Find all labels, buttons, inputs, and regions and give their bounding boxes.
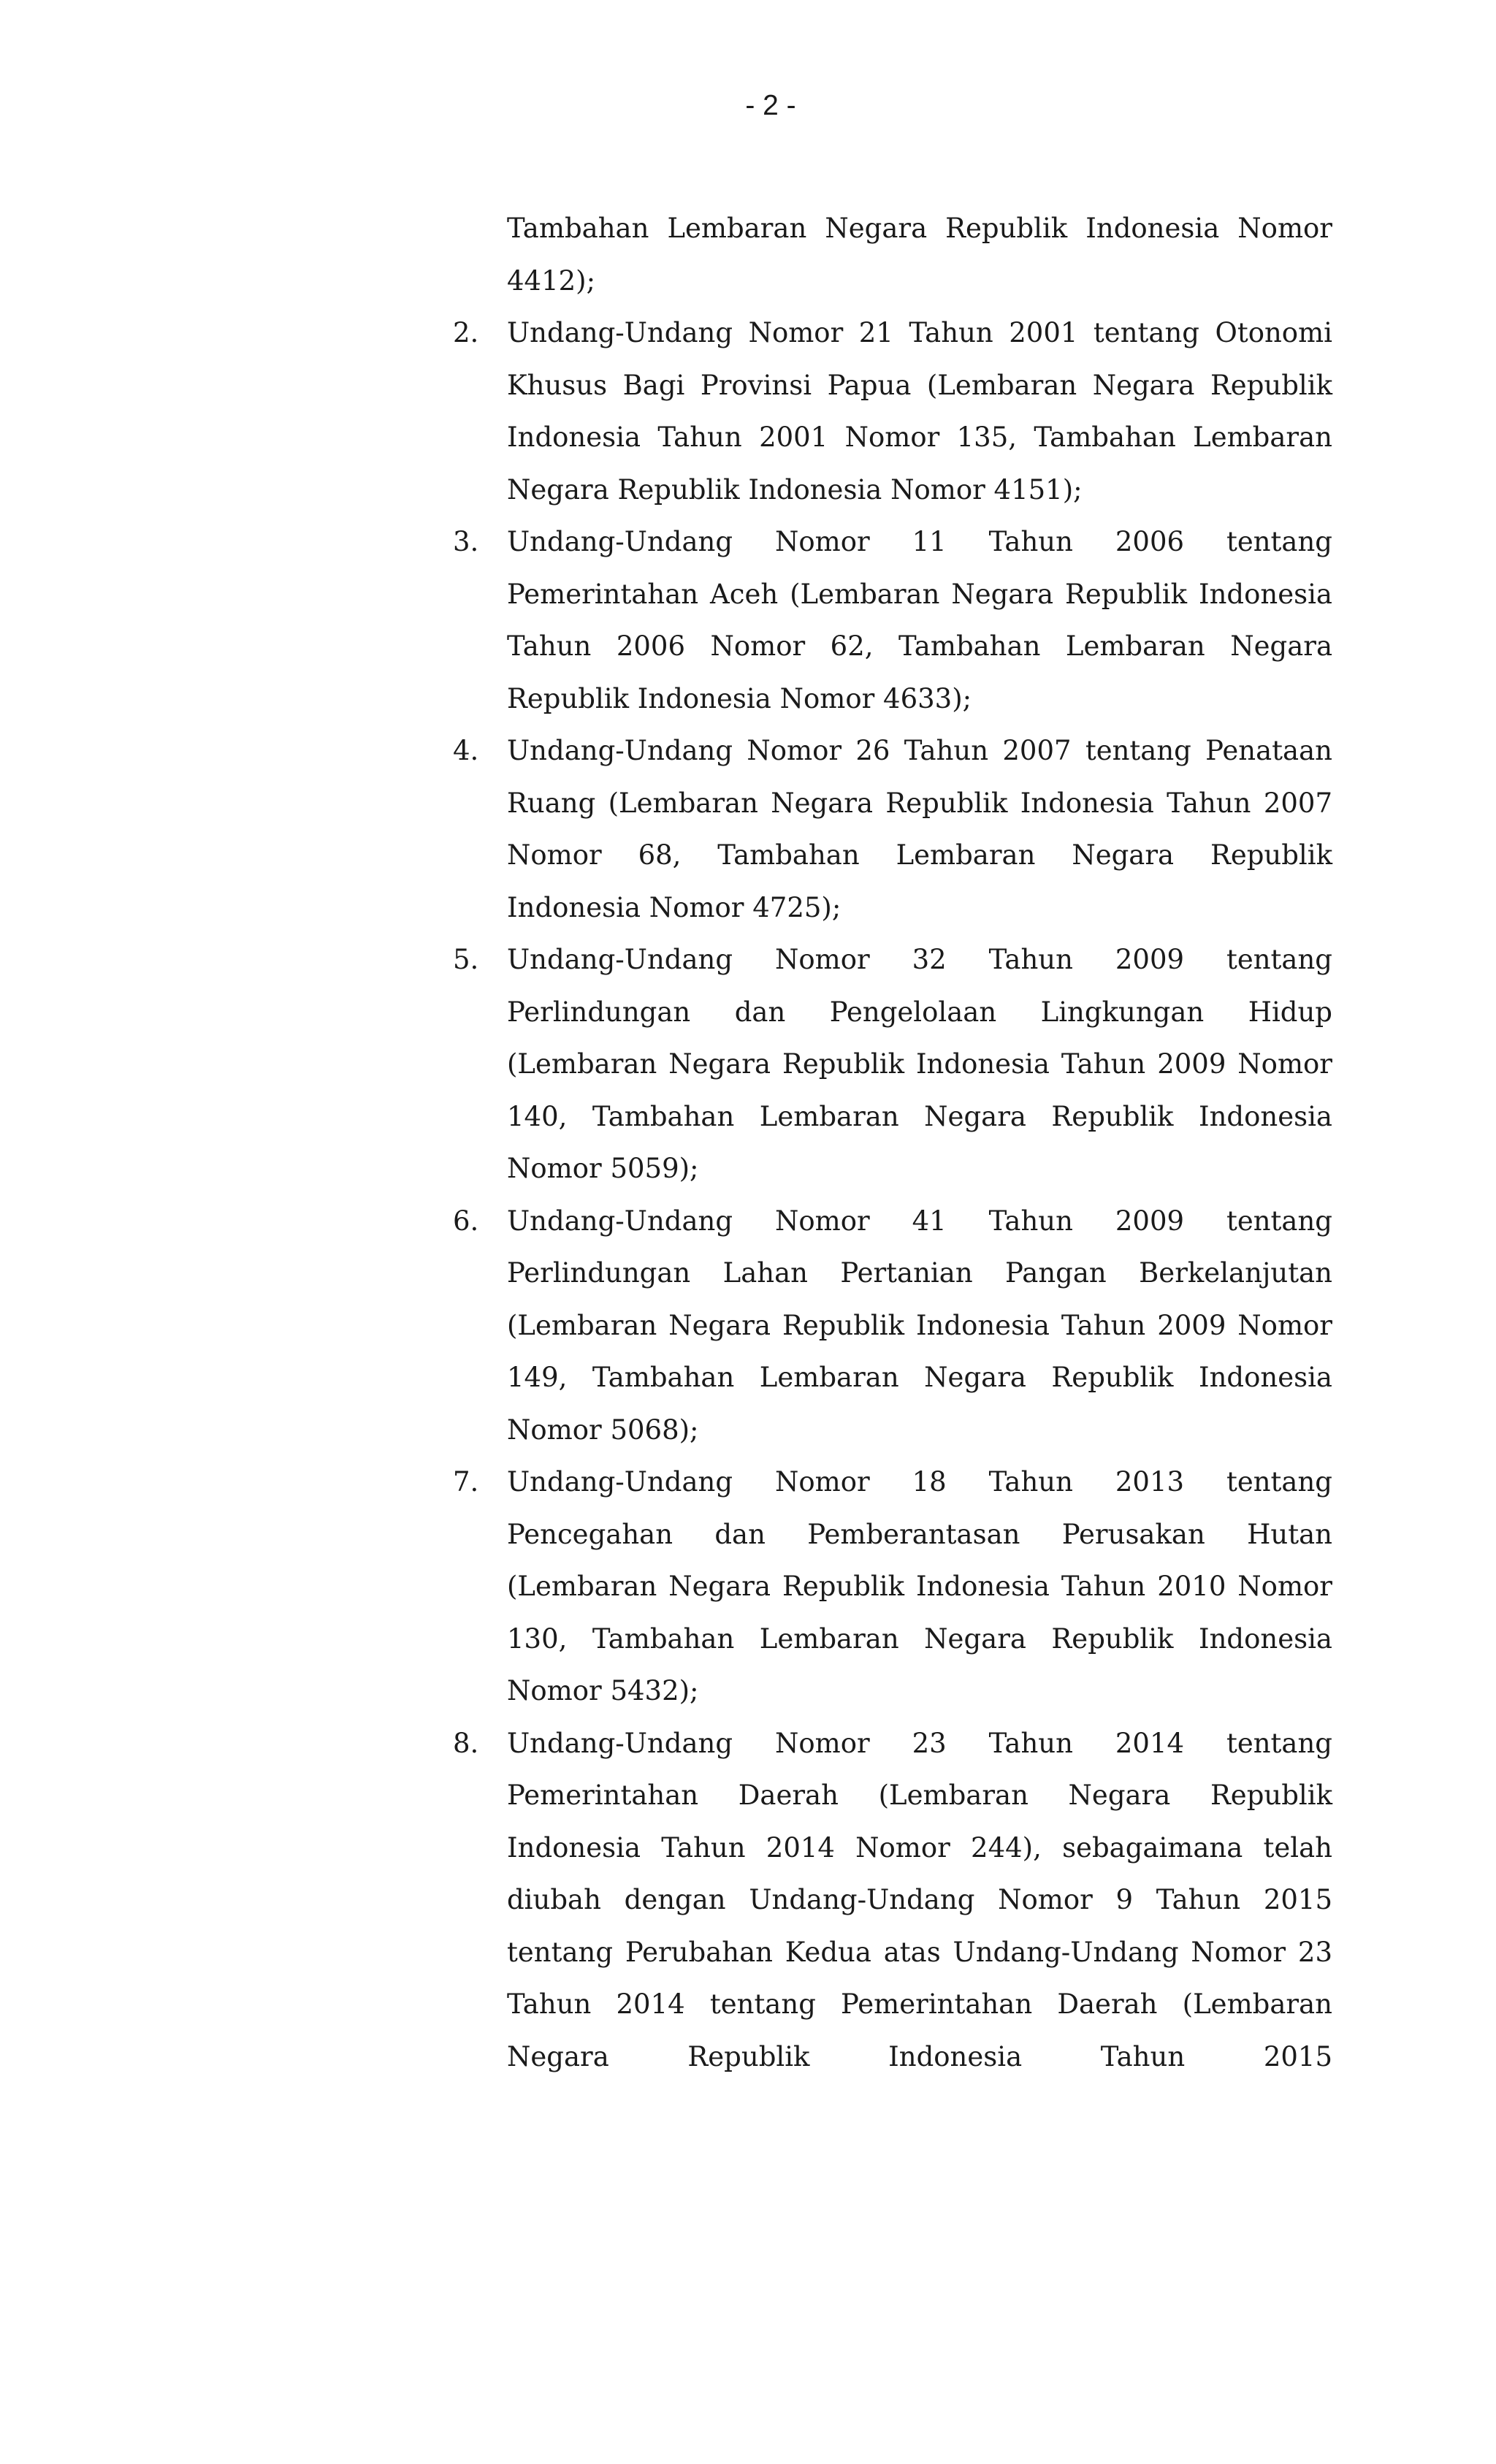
list-item-4	[435, 725, 1332, 934]
list-item-7	[435, 1456, 1332, 1717]
list-item-2	[435, 307, 1332, 516]
list-item-5	[435, 934, 1332, 1195]
list-item-text: Undang-Undang Nomor 21 Tahun 2001 tentang Otonomi Khusus Bagi Provinsi Papua (Lembaran Negara Republik Indonesia Tahun 2001 Nomor 135, Tambahan Lembaran Negara Republik Indonesia Nomor 4151);	[507, 317, 1332, 506]
document-body	[435, 202, 1332, 2083]
page-number: - 2 -	[745, 90, 796, 121]
list-item-text: Undang-Undang Nomor 32 Tahun 2009 tentang Perlindungan dan Pengelolaan Lingkungan Hidup (Lembaran Negara Republik Indonesia Tahun 2009 Nomor 140, Tambahan Lembaran Negara Republik Indonesia Nomor 5059);	[507, 944, 1332, 1184]
list-item-text: Undang-Undang Nomor 11 Tahun 2006 tentang Pemerintahan Aceh (Lembaran Negara Republik Indonesia Tahun 2006 Nomor 62, Tambahan Lembaran Negara Republik Indonesia Nomor 4633);	[507, 526, 1332, 714]
list-item-number: 8.	[453, 1727, 479, 1759]
list-item-number: 3.	[453, 526, 479, 557]
list-item-text: Undang-Undang Nomor 18 Tahun 2013 tentang Pencegahan dan Pemberantasan Perusakan Hutan (Lembaran Negara Republik Indonesia Tahun 2010 Nomor 130, Tambahan Lembaran Negara Republik Indonesia Nomor 5432);	[507, 1466, 1332, 1706]
list-item-text: Undang-Undang Nomor 26 Tahun 2007 tentang Penataan Ruang (Lembaran Negara Republik Indonesia Tahun 2007 Nomor 68, Tambahan Lembaran Negara Republik Indonesia Nomor 4725);	[507, 735, 1332, 923]
list-item-text: Undang-Undang Nomor 41 Tahun 2009 tentang Perlindungan Lahan Pertanian Pangan Berkelanjutan (Lembaran Negara Republik Indonesia Tahun 2009 Nomor 149, Tambahan Lembaran Negara Republik Indonesia Nomor 5068);	[507, 1205, 1332, 1446]
list-item-8	[435, 1717, 1332, 2083]
list-item-number: 4.	[453, 735, 479, 766]
list-item-number: 5.	[453, 944, 479, 975]
list-item-text: Undang-Undang Nomor 23 Tahun 2014 tentang Pemerintahan Daerah (Lembaran Negara Republik Indonesia Tahun 2014 Nomor 244), sebagaimana telah diubah dengan Undang-Undang Nomor 9 Tahun 2015 tentang Perubahan Kedua atas Undang-Undang Nomor 23 Tahun 2014 tentang Pemerintahan Daerah (Lembaran Negara Republik Indonesia Tahun 2015	[507, 1727, 1332, 2072]
legal-reference-list	[435, 307, 1332, 2083]
list-item-number: 6.	[453, 1205, 479, 1237]
list-item-number: 2.	[453, 317, 479, 348]
list-item-3	[435, 516, 1332, 725]
continuation-paragraph: Tambahan Lembaran Negara Republik Indonesia Nomor 4412);	[507, 213, 1332, 297]
list-item-6	[435, 1195, 1332, 1457]
list-item-number: 7.	[453, 1466, 479, 1498]
